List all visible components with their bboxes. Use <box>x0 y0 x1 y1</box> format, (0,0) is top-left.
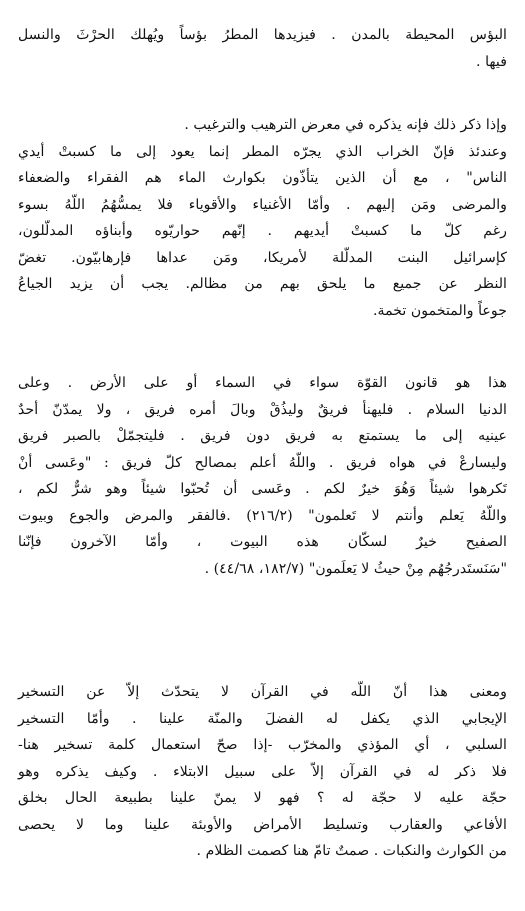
text-line: البؤس المحيطة بالمدن . فيزيدها المطرُ بؤساً ويُهلك الحرْثَ والنسل <box>18 27 507 43</box>
text-line: السلبي ، أي المؤذي والمخرّب -إذا صحّ استعمال كلمة تسخير هنا- <box>18 737 507 753</box>
text-line: وإذا ذكر ذلك فإنه يذكره في معرض الترهيب والترغيب . <box>184 117 507 133</box>
text-line: الإيجابي الذي يكفل له الفضلَ والمنّة علينا . وأمّا التسخير <box>18 710 507 727</box>
text-line: من الكوارث والنكبات . صمتٌ تامّ هنا كصمت الظلام . <box>196 843 507 859</box>
text-line: رغم كلّ ما كسبتْ أيديهم . إنّهم حواريّوه وأبناؤه المدلّلون، <box>18 223 507 239</box>
text-line: واللّهُ يَعلم وأنتم لا تَعلمون" (٢١٦/٢) .فالفقر والمرض والجوع وبيوت <box>18 507 508 524</box>
text-line: تَكرهوا شيئاً وَهُوَ خيرٌ لكم . وعَسى أن تُحبّوا شيئاً وهو شرٌّ لكم ، <box>18 481 507 497</box>
text-line: الصفيح خيرٌ لسكّان هذه البيوت ، وأمّا الآخرون فإنّنا <box>18 534 507 550</box>
paragraph-1 <box>18 22 507 75</box>
text-line: "سَنَستَدرجُهُم مِنْ حيثُ لا يَعلَمون" (١٨٢/٧، ٤٤/٦٨) . <box>204 560 507 577</box>
text-line: وعندئذ فإنّ الخراب الذي يجرّه المطر إنما يعود إلى ما كسبتْ أيدي <box>18 143 507 160</box>
text-line: وليسارعْ في هواه فريق . واللّهُ أعلم بمصالح كلّ فريق : "وعَسى أنْ <box>18 454 507 471</box>
text-line: النظر عن جميع ما يلحق بهم من مظالم. يجب أن يزيد الجياعُ <box>18 276 507 292</box>
text-line: كإسرائيل البنت المدلّلة لأمريكا، ومَن عداها فإرهابيّون. تغضّ <box>18 249 507 266</box>
paragraph-3 <box>18 370 507 582</box>
paragraph-2 <box>18 112 507 324</box>
text-line: عينيه إلى ما يستمتع به فريق دون فريق . فليتجمّلْ بالصبر فريق <box>18 428 507 444</box>
text-line: هذا هو قانون القوّة سواء في السماء أو على الأرض . وعلى <box>18 375 507 391</box>
text-line: الأفاعي والعقارب وتسليط الأمراض والأوبئة علينا وما لا يحصى <box>18 816 507 833</box>
text-line: فيها . <box>476 53 507 70</box>
text-line: فلا ذكر له في القرآن إلاّ على سبيل الابتلاء . وكيف يذكره وهو <box>18 763 507 780</box>
text-line: الدنيا السلام . فليهنأ فريقٌ وليذُقْ وبالَ أمره فريق ، ولا يمدّنّ أحدٌ <box>18 401 507 418</box>
text-line: الناس" ، مع أن الذين يتأذّون بكوارث الماء هم الفقراء والضعفاء <box>18 170 507 186</box>
text-line: جوعاً والمتخمون تخمة. <box>372 302 507 319</box>
text-line: حجّة عليه لا حجّة له ؟ فهو لا يمنّ علينا بطبيعة الحال بخلق <box>18 790 507 806</box>
text-line: ومعنى هذا أنّ اللّه في القرآن لا يتحدّث إلاّ عن التسخير <box>18 684 507 700</box>
text-line: والمرضى ومَن إليهم . وأمّا الأغنياء والأقوياء فلا يمسُّهُمُ اللّهُ بسوء <box>18 196 507 213</box>
paragraph-4 <box>18 679 507 865</box>
